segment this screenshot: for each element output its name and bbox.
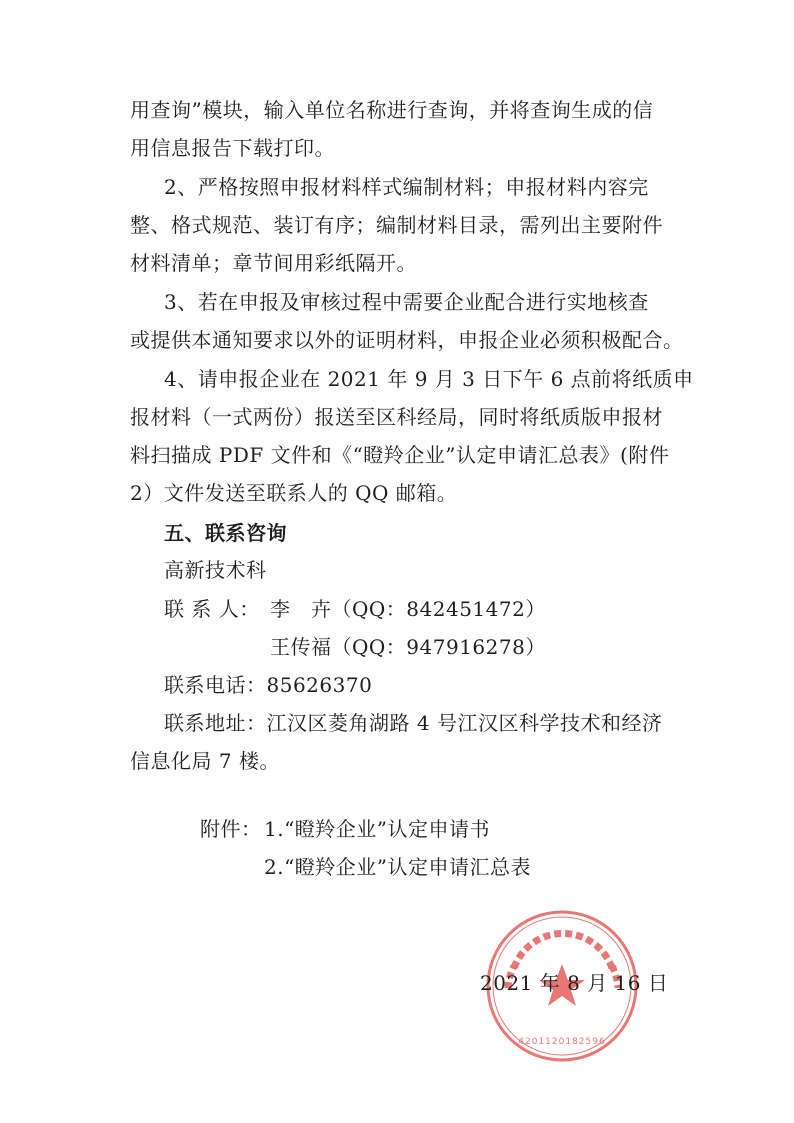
contact-person-1: 李 卉（QQ：842451472） (270, 597, 546, 621)
attachment-item-2: 2.“瞪羚企业”认定申请汇总表 (264, 855, 532, 879)
contact-department: 高新技术科 (164, 558, 267, 582)
section-heading-contact: 五、联系咨询 (164, 521, 287, 545)
paragraph-4-line-3: 料扫描成 PDF 文件和《“瞪羚企业”认定申请汇总表》(附件 (130, 443, 670, 467)
attachments-label: 附件： (200, 817, 262, 841)
paragraph-1-line-1: 用查询”模块，输入单位名称进行查询，并将查询生成的信 (130, 98, 654, 122)
contact-person-2: 王传福（QQ：947916278） (270, 635, 546, 659)
paragraph-2-line-3: 材料清单；章节间用彩纸隔开。 (130, 251, 417, 275)
contact-person-label: 联 系 人： (164, 597, 260, 621)
contact-phone: 联系电话：85626370 (164, 673, 373, 697)
paragraph-4-line-2: 报材料（一式两份）报送至区科经局，同时将纸质版申报材 (130, 405, 663, 429)
contact-address-line-1: 联系地址：江汉区菱角湖路 4 号江汉区科学技术和经济 (164, 711, 663, 735)
document-date: 2021 年 8 月 16 日 (480, 971, 669, 995)
contact-address-line-2: 信息化局 7 楼。 (130, 749, 280, 773)
paragraph-3-line-1: 3、若在申报及审核过程中需要企业配合进行实地核查 (164, 290, 649, 314)
attachment-item-1: 1.“瞪羚企业”认定申请书 (264, 817, 491, 841)
paragraph-1-line-2: 用信息报告下载打印。 (130, 136, 335, 160)
paragraph-4-line-4: 2）文件发送至联系人的 QQ 邮箱。 (130, 481, 458, 505)
paragraph-4-line-1: 4、请申报企业在 2021 年 9 月 3 日下午 6 点前将纸质申 (164, 367, 694, 391)
paragraph-3-line-2: 或提供本通知要求以外的证明材料，申报企业必须积极配合。 (130, 328, 684, 352)
paragraph-2-line-1: 2、严格按照申报材料样式编制材料；申报材料内容完 (164, 175, 649, 199)
paragraph-2-line-2: 整、格式规范、装订有序；编制材料目录，需列出主要附件 (130, 213, 663, 237)
seal-code-text: 4201120182596 (518, 1037, 606, 1047)
